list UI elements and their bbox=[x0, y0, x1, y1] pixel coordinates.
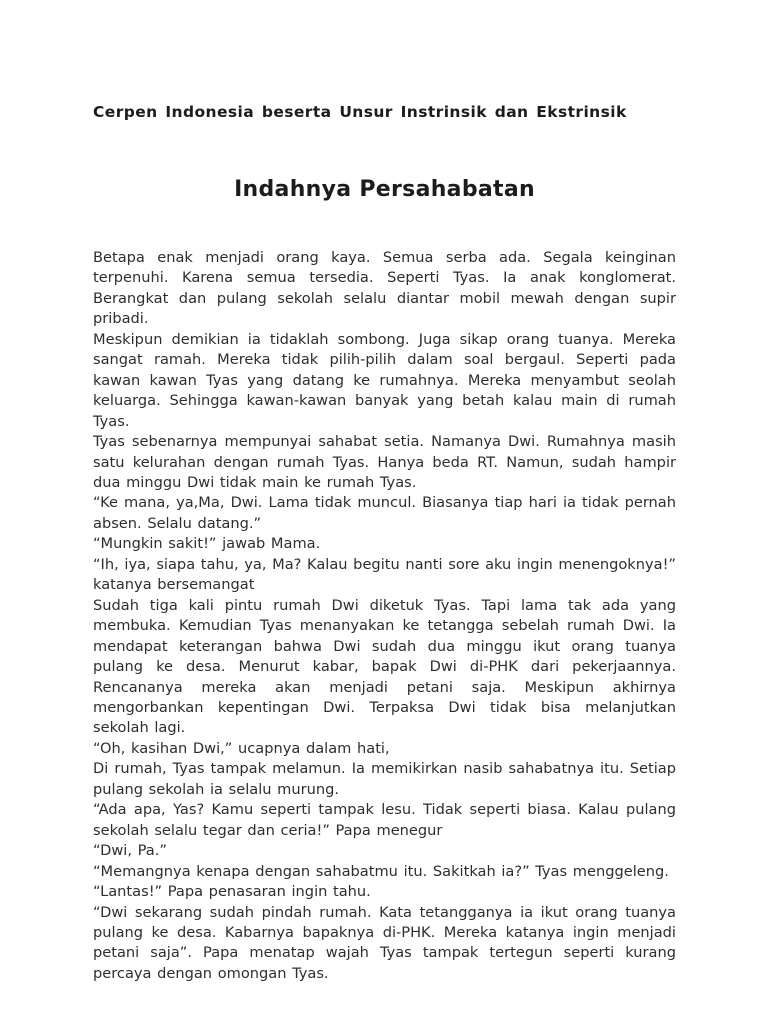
story-paragraph: Betapa enak menjadi orang kaya. Semua serba ada. Segala keinginan terpenuhi. Karena semua tersedia. Seperti Tyas. Ia anak konglomerat. Berangkat dan pulang sekolah selalu diantar mobil mewah dengan supir pribadi. bbox=[93, 249, 676, 328]
story-paragraph: “Ih, iya, siapa tahu, ya, Ma? Kalau begitu nanti sore aku ingin menengoknya!” katanya bersemangat bbox=[93, 555, 676, 594]
story-paragraph: “Mungkin sakit!” jawab Mama. bbox=[93, 535, 321, 553]
story-paragraph: “Dwi sekarang sudah pindah rumah. Kata tetangganya ia ikut orang tuanya pulang ke desa. Kabarnya bapaknya di-PHK. Mereka katanya ingin menjadi petani saja”. Papa menatap wajah Tyas tampak tertegun seperti kurang percaya dengan omongan Tyas. bbox=[93, 903, 676, 982]
story-paragraph: “Ada apa, Yas? Kamu seperti tampak lesu. Tidak seperti biasa. Kalau pulang sekolah selalu tegar dan ceria!” Papa menegur bbox=[93, 801, 676, 839]
story-paragraph: “Lantas!” Papa penasaran ingin tahu. bbox=[93, 883, 371, 901]
story-paragraph: Tyas sebenarnya mempunyai sahabat setia. Namanya Dwi. Rumahnya masih satu kelurahan dengan rumah Tyas. Hanya beda RT. Namun, sudah hampir dua minggu Dwi tidak main ke rumah Tyas. bbox=[93, 433, 676, 491]
story-title: Indahnya Persahabatan bbox=[234, 177, 535, 202]
story-paragraph: “Oh, kasihan Dwi,” ucapnya dalam hati, bbox=[93, 739, 390, 757]
document-title: Cerpen Indonesia beserta Unsur Instrinsik dan Ekstrinsik bbox=[93, 103, 627, 121]
story-paragraph: “Memangnya kenapa dengan sahabatmu itu. Sakitkah ia?” Tyas menggeleng. bbox=[93, 862, 669, 880]
story-paragraph: Di rumah, Tyas tampak melamun. Ia memikirkan nasib sahabatnya itu. Setiap pulang sekolah ia selalu murung. bbox=[93, 760, 676, 798]
story-body bbox=[93, 248, 676, 984]
story-paragraph: “Dwi, Pa.” bbox=[93, 842, 167, 860]
story-paragraph: “Ke mana, ya,Ma, Dwi. Lama tidak muncul. Biasanya tiap hari ia tidak pernah absen. Selalu datang.” bbox=[93, 494, 676, 532]
story-paragraph: Sudah tiga kali pintu rumah Dwi diketuk Tyas. Tapi lama tak ada yang membuka. Kemudian Tyas menanyakan ke tetangga sebelah rumah Dwi. Ia mendapat keterangan bahwa Dwi sudah dua minggu ikut orang tuanya pulang ke desa. Menurut kabar, bapak Dwi di-PHK dari pekerjaannya. Rencananya mereka akan menjadi petani saja. Meskipun akhirnya mengorbankan kepentingan Dwi. Terpaksa Dwi tidak bisa melanjutkan sekolah lagi. bbox=[93, 596, 676, 737]
story-paragraph: Meskipun demikian ia tidaklah sombong. Juga sikap orang tuanya. Mereka sangat ramah. Mereka tidak pilih-pilih dalam soal bergaul. Seperti pada kawan kawan Tyas yang datang ke rumahnya. Mereka menyambut seolah keluarga. Sehingga kawan-kawan banyak yang betah kalau main di rumah Tyas. bbox=[93, 330, 676, 430]
